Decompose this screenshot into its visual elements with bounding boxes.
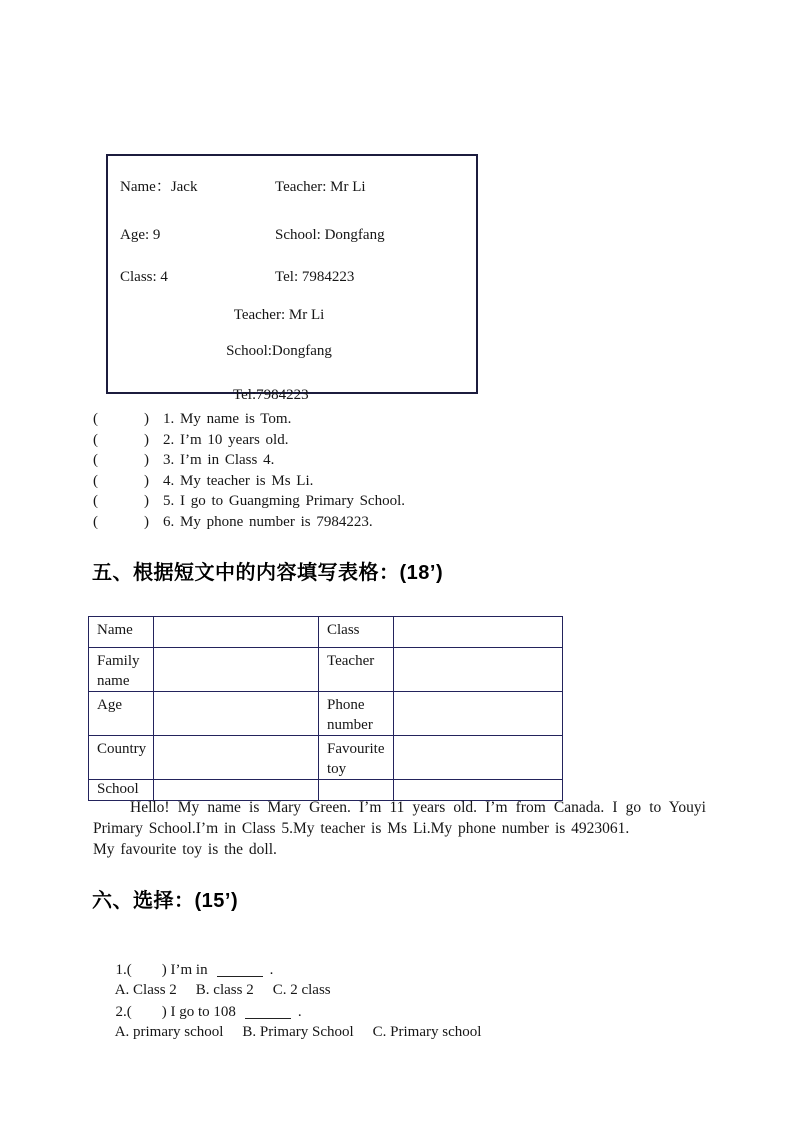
table-cell-blank bbox=[394, 617, 563, 648]
info-name: Name：Jack bbox=[120, 179, 198, 195]
table-row bbox=[89, 617, 563, 648]
passage-line: Primary School.I’m in Class 5.My teacher is Ms Li.My phone number is 4923061. bbox=[93, 820, 630, 837]
table-cell-blank bbox=[154, 692, 319, 736]
true-false-item: ( ) 4. My teacher is Ms Li. bbox=[93, 472, 314, 489]
answer-bracket: ( ) bbox=[93, 513, 149, 530]
reading-passage bbox=[93, 797, 706, 860]
section-six-heading: 六、选择：(15’) bbox=[92, 890, 239, 912]
info-school-centered: School:Dongfang bbox=[226, 343, 332, 359]
info-tel-clipped: Tel:7984223 bbox=[233, 387, 309, 403]
true-false-item: ( ) 3. I’m in Class 4. bbox=[93, 452, 275, 469]
table-cell-label: Teacher bbox=[319, 648, 394, 692]
answer-blank bbox=[245, 1004, 291, 1019]
true-false-item: ( ) 6. My phone number is 7984223. bbox=[93, 513, 373, 530]
answer-bracket: ( ) bbox=[93, 431, 149, 448]
table-cell-blank bbox=[154, 617, 319, 648]
passage-line: Hello! My name is Mary Green. I’m 11 years old. I’m from Canada. I go to Youyi bbox=[130, 799, 706, 816]
table-cell-label: Favourite toy bbox=[319, 736, 394, 780]
true-false-item: ( ) 5. I go to Guangming Primary School. bbox=[93, 493, 405, 510]
true-false-item: ( ) 1. My name is Tom. bbox=[93, 411, 292, 427]
table-cell-label: School bbox=[89, 780, 154, 801]
passage-line: My favourite toy is the doll. bbox=[93, 841, 277, 858]
table-cell-blank bbox=[394, 648, 563, 692]
table-cell-blank bbox=[154, 736, 319, 780]
answer-bracket: ( ) bbox=[93, 493, 149, 510]
true-false-item: ( ) 2. I’m 10 years old. bbox=[93, 431, 289, 448]
answer-bracket: ( ) bbox=[93, 452, 149, 469]
fill-in-table bbox=[88, 616, 563, 801]
table-cell-blank bbox=[394, 736, 563, 780]
answer-bracket: ( ) bbox=[93, 411, 149, 427]
mc-question: 1.( ) I’m in . bbox=[115, 962, 274, 978]
info-tel: Tel: 7984223 bbox=[275, 269, 355, 285]
option-label: A. Class 2 bbox=[114, 982, 177, 998]
table-row bbox=[89, 736, 563, 780]
multiple-choice-block bbox=[93, 938, 500, 1040]
table-cell-label: Country bbox=[89, 736, 154, 780]
mc-question: 2.( ) I go to 108 . bbox=[115, 1004, 302, 1020]
info-row bbox=[120, 269, 472, 289]
info-row bbox=[120, 175, 472, 195]
option-label: C. Primary school bbox=[372, 1024, 482, 1040]
table-row bbox=[89, 648, 563, 692]
option-label: A. primary school bbox=[114, 1024, 224, 1040]
table-cell-blank bbox=[394, 692, 563, 736]
student-info-box bbox=[106, 154, 478, 403]
table-cell-label: Name bbox=[89, 617, 154, 648]
table-row bbox=[89, 692, 563, 736]
answer-bracket: ( ) bbox=[93, 472, 149, 489]
info-row bbox=[120, 227, 472, 247]
info-school: School: Dongfang bbox=[275, 227, 385, 243]
true-false-list bbox=[93, 409, 405, 533]
option-label: B. Primary School bbox=[242, 1024, 354, 1040]
info-teacher: Teacher: Mr Li bbox=[275, 179, 366, 195]
info-teacher-centered: Teacher: Mr Li bbox=[233, 307, 325, 323]
info-class: Class: 4 bbox=[120, 269, 168, 285]
info-age: Age: 9 bbox=[120, 227, 161, 243]
table-cell-label: Age bbox=[89, 692, 154, 736]
answer-blank bbox=[217, 962, 263, 977]
option-label: B. class 2 bbox=[195, 982, 254, 998]
table-cell-label: Phone number bbox=[319, 692, 394, 736]
table-cell-label: Family name bbox=[89, 648, 154, 692]
option-label: C. 2 class bbox=[272, 982, 331, 998]
table-cell-label: Class bbox=[319, 617, 394, 648]
section-five-heading: 五、根据短文中的内容填写表格：(18’) bbox=[92, 562, 444, 584]
table-cell-blank bbox=[154, 648, 319, 692]
